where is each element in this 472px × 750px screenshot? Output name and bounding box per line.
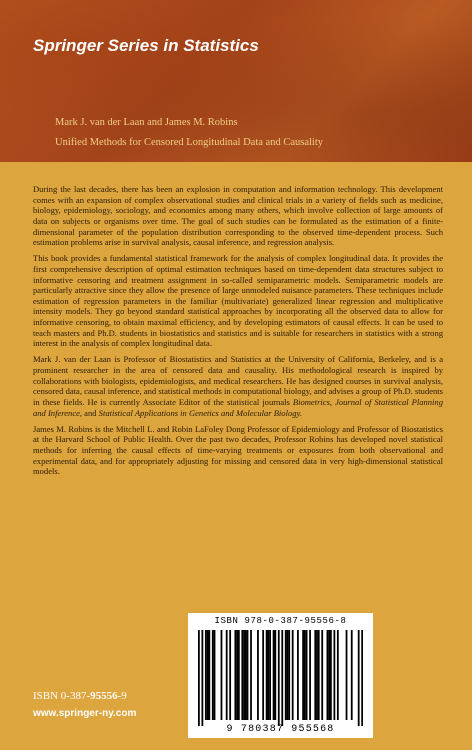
barcode-bar [262,630,264,720]
barcode-bar [267,630,269,720]
barcode-isbn-label: ISBN 978-0-387-95556-8 [214,616,347,626]
authors: Mark J. van der Laan and James M. Robins [55,117,238,128]
barcode-bar [292,630,294,720]
barcode-bar [273,630,275,720]
barcode-bar [321,630,323,720]
barcode-bar [327,630,329,720]
barcode-bar [309,630,311,720]
barcode-bar [236,630,238,720]
barcode-bar [302,630,304,720]
isbn-suffix: -9 [117,690,127,702]
bio-text-1: Mark J. van der Laan is Professor of Biostatistics and Statistics at the University of California, Berkeley, and is a prominent researcher in the area of censored data and causality. His methodological research is inspired by collaborations with biologists, epidemiologists, and medical researchers. He has designed courses in survival analysis, censored data, causal inference, and statistical methods in computational biology, and advises a group of Ph.D. students in these fields. He is currently Associate Editor of the statistical journals [33,354,443,407]
barcode-bar [243,630,245,720]
barcode-bar [269,630,271,720]
journal-names-1: Biometrics, Journal of Statistical Planning and Inference, [33,396,443,418]
barcode-bar [274,630,276,720]
isbn-prefix: ISBN 0-387- [33,690,91,702]
barcode-bar [214,630,216,720]
barcode-digits: 9 780387 955568 [226,724,335,735]
bio-text-2: and [82,407,99,418]
journal-names-2: Statistical Applications in Genetics and Molecular Biology. [98,407,302,418]
barcode-bar [330,630,332,720]
barcode-bar [304,630,306,720]
barcode-bar [288,630,290,720]
barcode-bar [278,630,280,726]
barcode-bar [287,630,289,720]
barcode-bar [318,630,320,720]
book-title: Unified Methods for Censored Longitudinal Data and Causality [55,137,323,148]
barcode-bar [314,630,316,720]
barcode-bar [328,630,330,720]
back-cover-text [33,184,443,482]
barcode-bar [198,630,200,726]
barcode-bar [266,630,268,720]
barcode-bar [212,630,214,720]
barcode-bar [238,630,240,720]
barcode-box [188,613,373,738]
barcode-bar [346,630,348,720]
barcode-bar [281,630,283,726]
barcode-bar [297,630,299,720]
isbn-bold: 95556 [90,690,118,702]
cover-banner [0,0,472,162]
barcode-bar [234,630,236,720]
barcode-bar [208,630,210,720]
barcode-bar [241,630,243,720]
barcode-bar [358,630,360,726]
paragraph-van-der-laan-bio [33,354,443,418]
barcode-bar [229,630,231,720]
publisher-url[interactable]: www.springer-ny.com [33,708,137,719]
barcode-bar [333,630,335,720]
barcode-bar [285,630,287,720]
paragraph-robins-bio: James M. Robins is the Mitchell L. and Robin LaFoley Dong Professor of Epidemiology and Professor of Biostatistics at the Harvard School of Public Health. Over the past two decades, Professor Robins has developed novel statistical methods for inferring the causal effects of time-varying treatments or exposures from both observational and experimental data, and for appropriately adjusting for missing and censored data in very high-dimensional statistical models. [33,423,443,477]
series-title: Springer Series in Statistics [33,36,259,55]
barcode-bar [221,630,223,720]
paragraph-book-description: This book provides a fundamental statistical framework for the analysis of complex longitudinal data. It provides the first comprehensive description of optimal estimation techniques based on time-dependent data structures subject to informative censoring and treatment assignment in so-called semiparametric models. Semiparametric models are particularly attractive since they allow the presence of large unmodeled nuisance parameters. These techniques include estimation of regression parameters in the familiar (multivariate) generalized linear regression and multiplicative intensity models. They go beyond standard statistical approaches by incorporating all the observed data to allow for informative censoring, to obtain maximal efficiency, and by developing estimators of causal effects. It can be used to teach masters and Ph.D. students in biostatistics and statistics and is suitable for researchers in statistics with a strong interest in the analysis of complex longitudinal data. [33,253,443,349]
barcode-bar [361,630,363,726]
barcode-image [198,630,363,726]
barcode-bar [250,630,252,720]
isbn-text [33,690,127,702]
paragraph-intro: During the last decades, there has been an explosion in computation and information technology. This development comes with an expansion of complex observational studies and clinical trials in a variety of fields such as medicine, biology, epidemiology, sociology, and economics among many others, which involve collection of large amounts of data on subjects or organisms over time. The goal of such studies can be formulated as the estimation of a finite-dimensional parameter of the population distribution corresponding to the observed time-dependent process. Such estimation problems arise in survival analysis, causal inference, and regression analysis. [33,184,443,248]
barcode-bar [351,630,353,720]
barcode-bar [257,630,259,720]
barcode-bar [247,630,249,720]
barcode-bar [316,630,318,720]
barcode-bar [205,630,207,720]
barcode-bar [207,630,209,720]
barcode-bar [337,630,339,720]
barcode-bar [226,630,228,720]
barcode-bar [306,630,308,720]
barcode-bar [245,630,247,720]
barcode-bar [201,630,203,726]
